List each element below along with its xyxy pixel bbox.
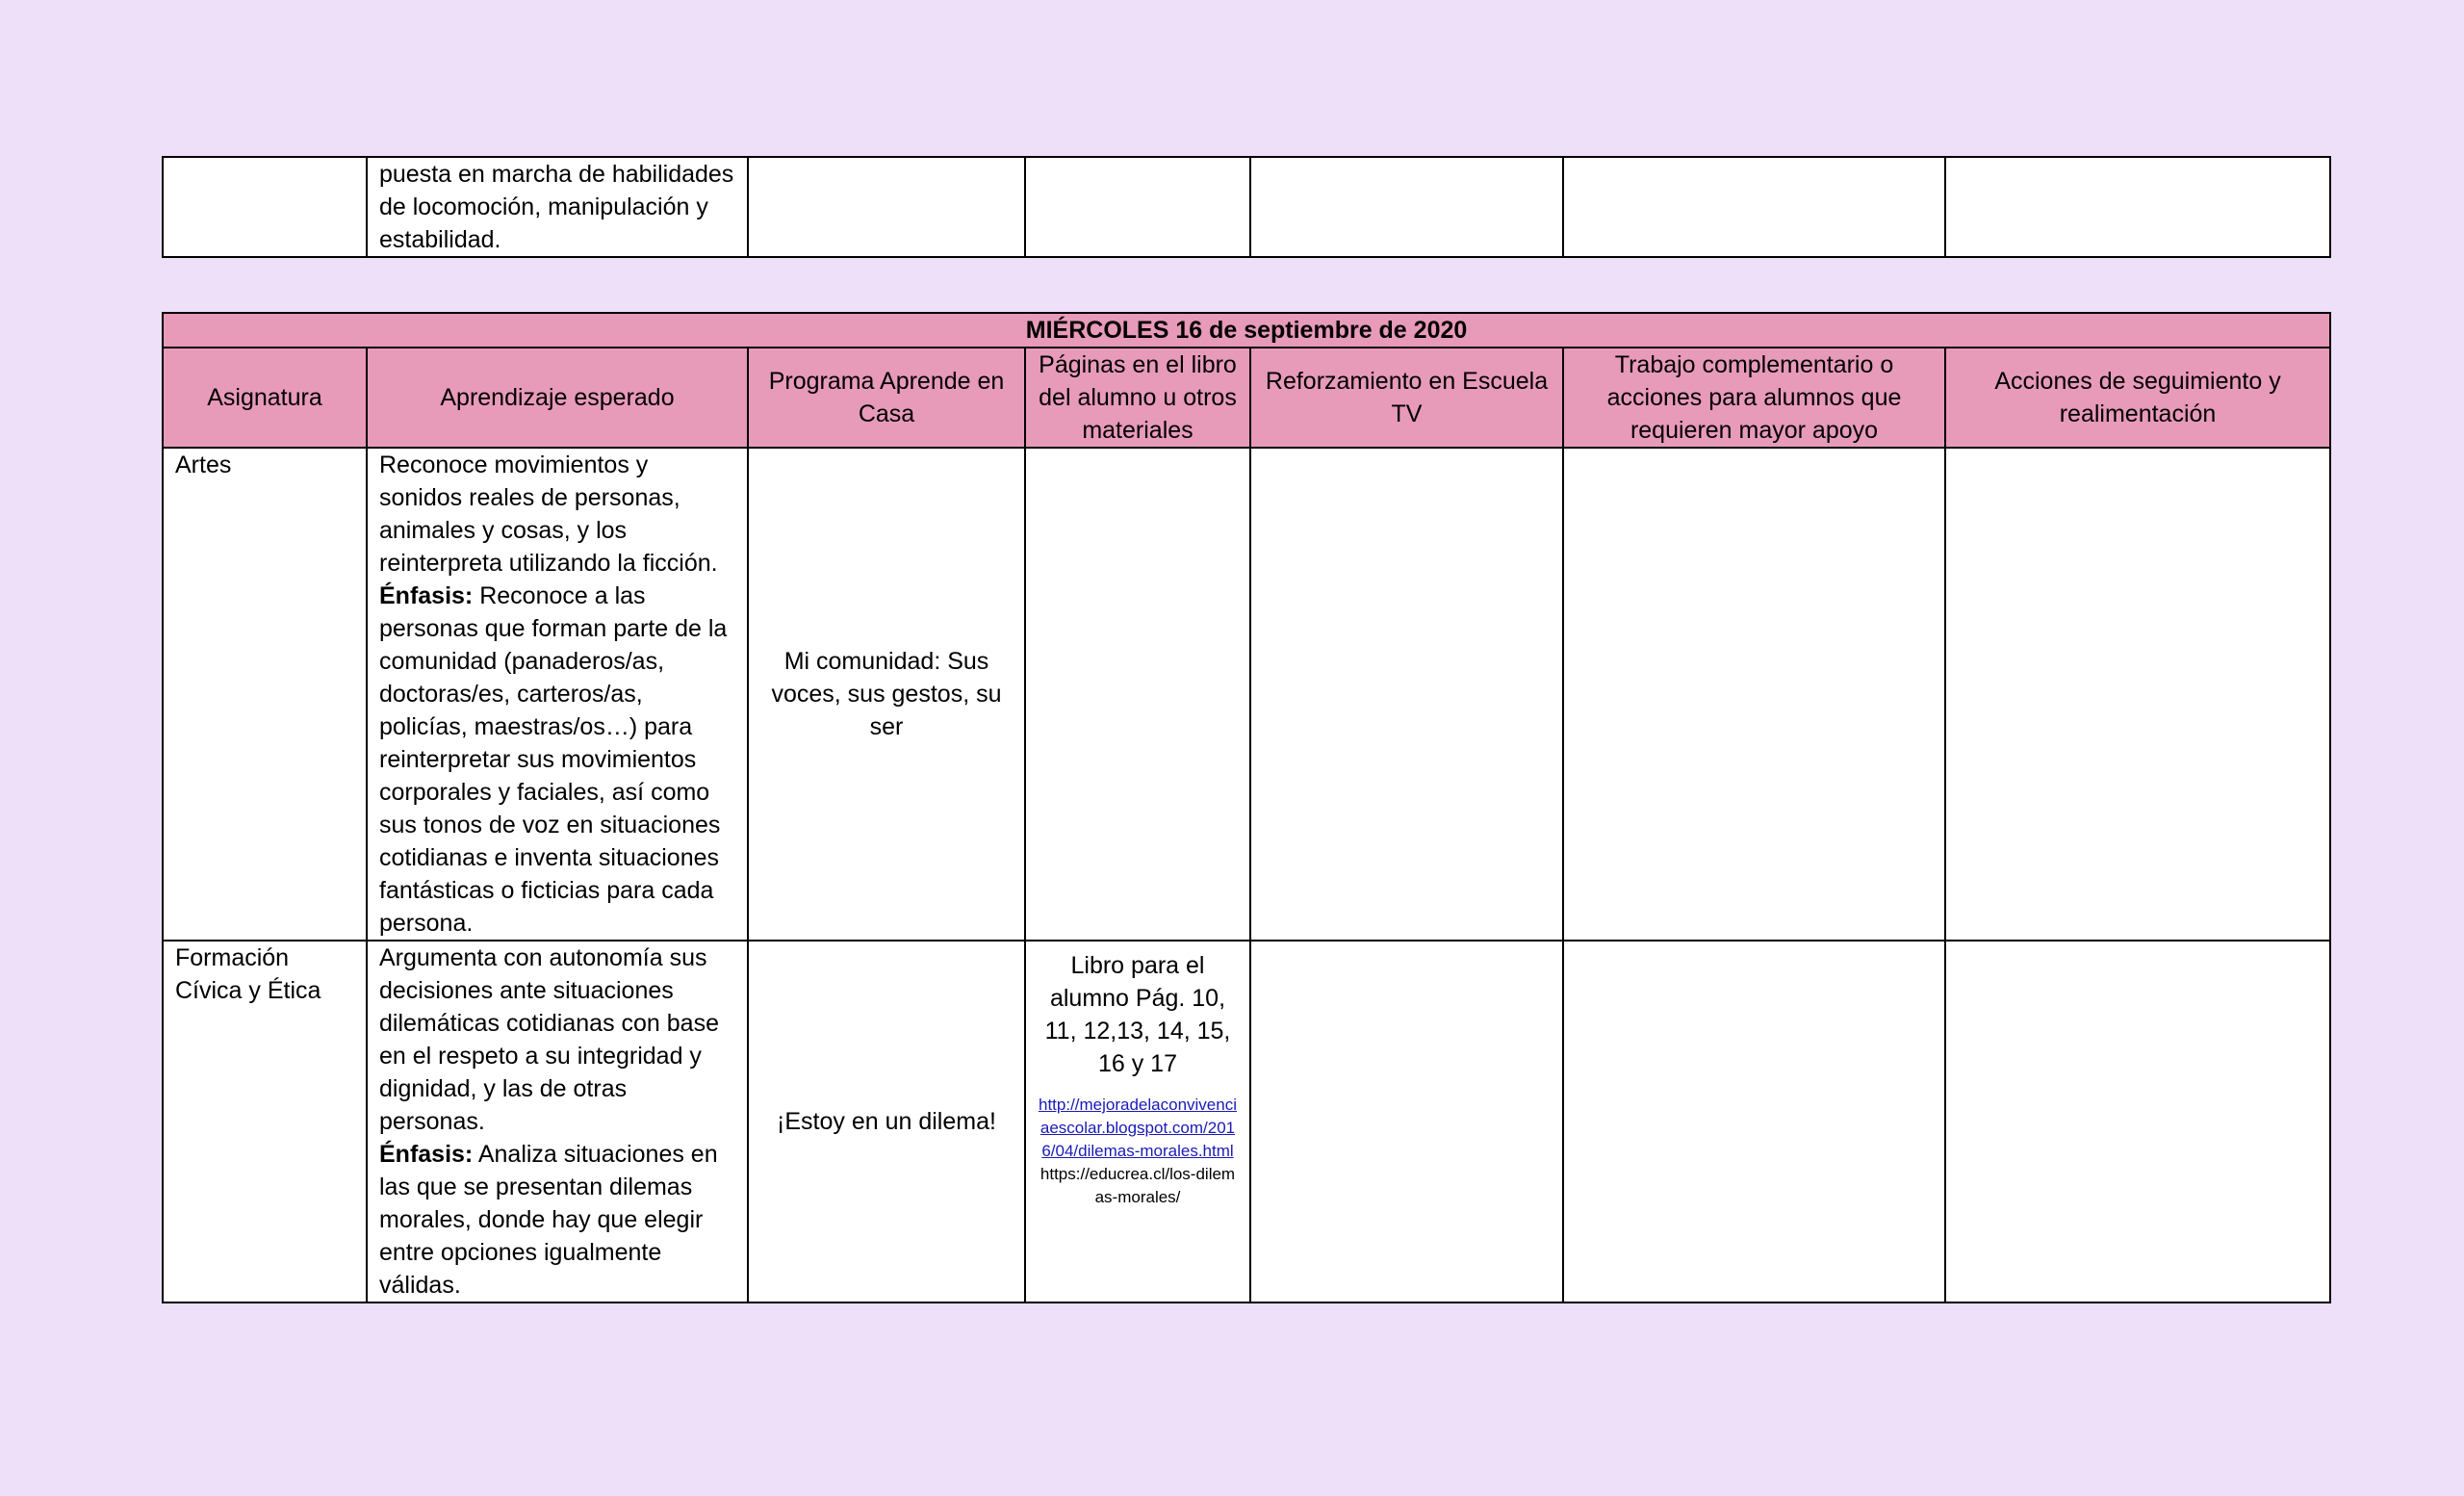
emphasis-label: Énfasis: <box>379 1141 474 1168</box>
table-row <box>163 157 2330 257</box>
reinforcement-cell <box>1250 448 1563 941</box>
table-title-row <box>163 313 2330 348</box>
learning-text: Argumenta con autonomía sus decisiones ante situaciones dilemáticas cotidianas con base en el respeto a su integridad y dignidad, y las de otras personas. <box>379 944 719 1135</box>
reinforcement-cell <box>1250 941 1563 1303</box>
table-row-artes <box>163 448 2330 941</box>
program-cell: Mi comunidad: Sus voces, sus gestos, su ser <box>748 448 1025 941</box>
subject-cell <box>163 157 367 257</box>
header-pages: Páginas en el libro del alumno u otros materiales <box>1025 348 1250 448</box>
book-pages-text: Libro para el alumno Pág. 10, 11, 12,13, 14, 15, 16 y 17 <box>1044 952 1231 1077</box>
complementary-cell <box>1563 448 1945 941</box>
emphasis-label: Énfasis: <box>379 582 474 609</box>
subject-cell: Artes <box>163 448 367 941</box>
header-expected-learning: Aprendizaje esperado <box>367 348 748 448</box>
pages-cell <box>1025 941 1250 1303</box>
subject-cell: Formación Cívica y Ética <box>163 941 367 1303</box>
followup-cell <box>1945 941 2330 1303</box>
complementary-cell <box>1563 941 1945 1303</box>
table-row-formacion-civica <box>163 941 2330 1303</box>
expected-learning-cell: puesta en marcha de habilidades de locomoción, manipulación y estabilidad. <box>367 157 748 257</box>
header-complementary: Trabajo complementario o acciones para alumnos que requieren mayor apoyo <box>1563 348 1945 448</box>
expected-learning-cell <box>367 941 748 1303</box>
program-cell <box>748 157 1025 257</box>
followup-cell <box>1945 448 2330 941</box>
reinforcement-cell <box>1250 157 1563 257</box>
emphasis-text: Analiza situaciones en las que se presentan dilemas morales, donde hay que elegir entre opciones igualmente válidas. <box>379 1141 718 1299</box>
program-cell: ¡Estoy en un dilema! <box>748 941 1025 1303</box>
header-reinforcement: Reforzamiento en Escuela TV <box>1250 348 1563 448</box>
previous-day-table-tail <box>162 156 2331 258</box>
educrea-url: https://educrea.cl/los-dilemas-morales/ <box>1040 1165 1236 1206</box>
wednesday-schedule-table <box>162 312 2331 1303</box>
day-title: MIÉRCOLES 16 de septiembre de 2020 <box>163 313 2330 348</box>
complementary-cell <box>1563 157 1945 257</box>
pages-cell <box>1025 448 1250 941</box>
pages-cell <box>1025 157 1250 257</box>
expected-learning-cell <box>367 448 748 941</box>
dilemas-morales-blog-link[interactable]: http://mejoradelaconvivenciaescolar.blogspot.com/2016/04/dilemas-morales.html <box>1038 1096 1237 1160</box>
table-header-row <box>163 348 2330 448</box>
header-followup: Acciones de seguimiento y realimentación <box>1945 348 2330 448</box>
header-subject: Asignatura <box>163 348 367 448</box>
header-program: Programa Aprende en Casa <box>748 348 1025 448</box>
learning-text: Reconoce movimientos y sonidos reales de personas, animales y cosas, y los reinterpreta utilizando la ficción. <box>379 451 718 577</box>
followup-cell <box>1945 157 2330 257</box>
emphasis-text: Reconoce a las personas que forman parte de la comunidad (panaderos/as, doctoras/es, carteros/as, policías, maestras/os…) para reinterpretar sus movimientos corporales y faciales, así como sus tonos de voz en situaciones cotidianas e inventa situaciones fantásticas o ficticias para cada persona. <box>379 582 728 937</box>
